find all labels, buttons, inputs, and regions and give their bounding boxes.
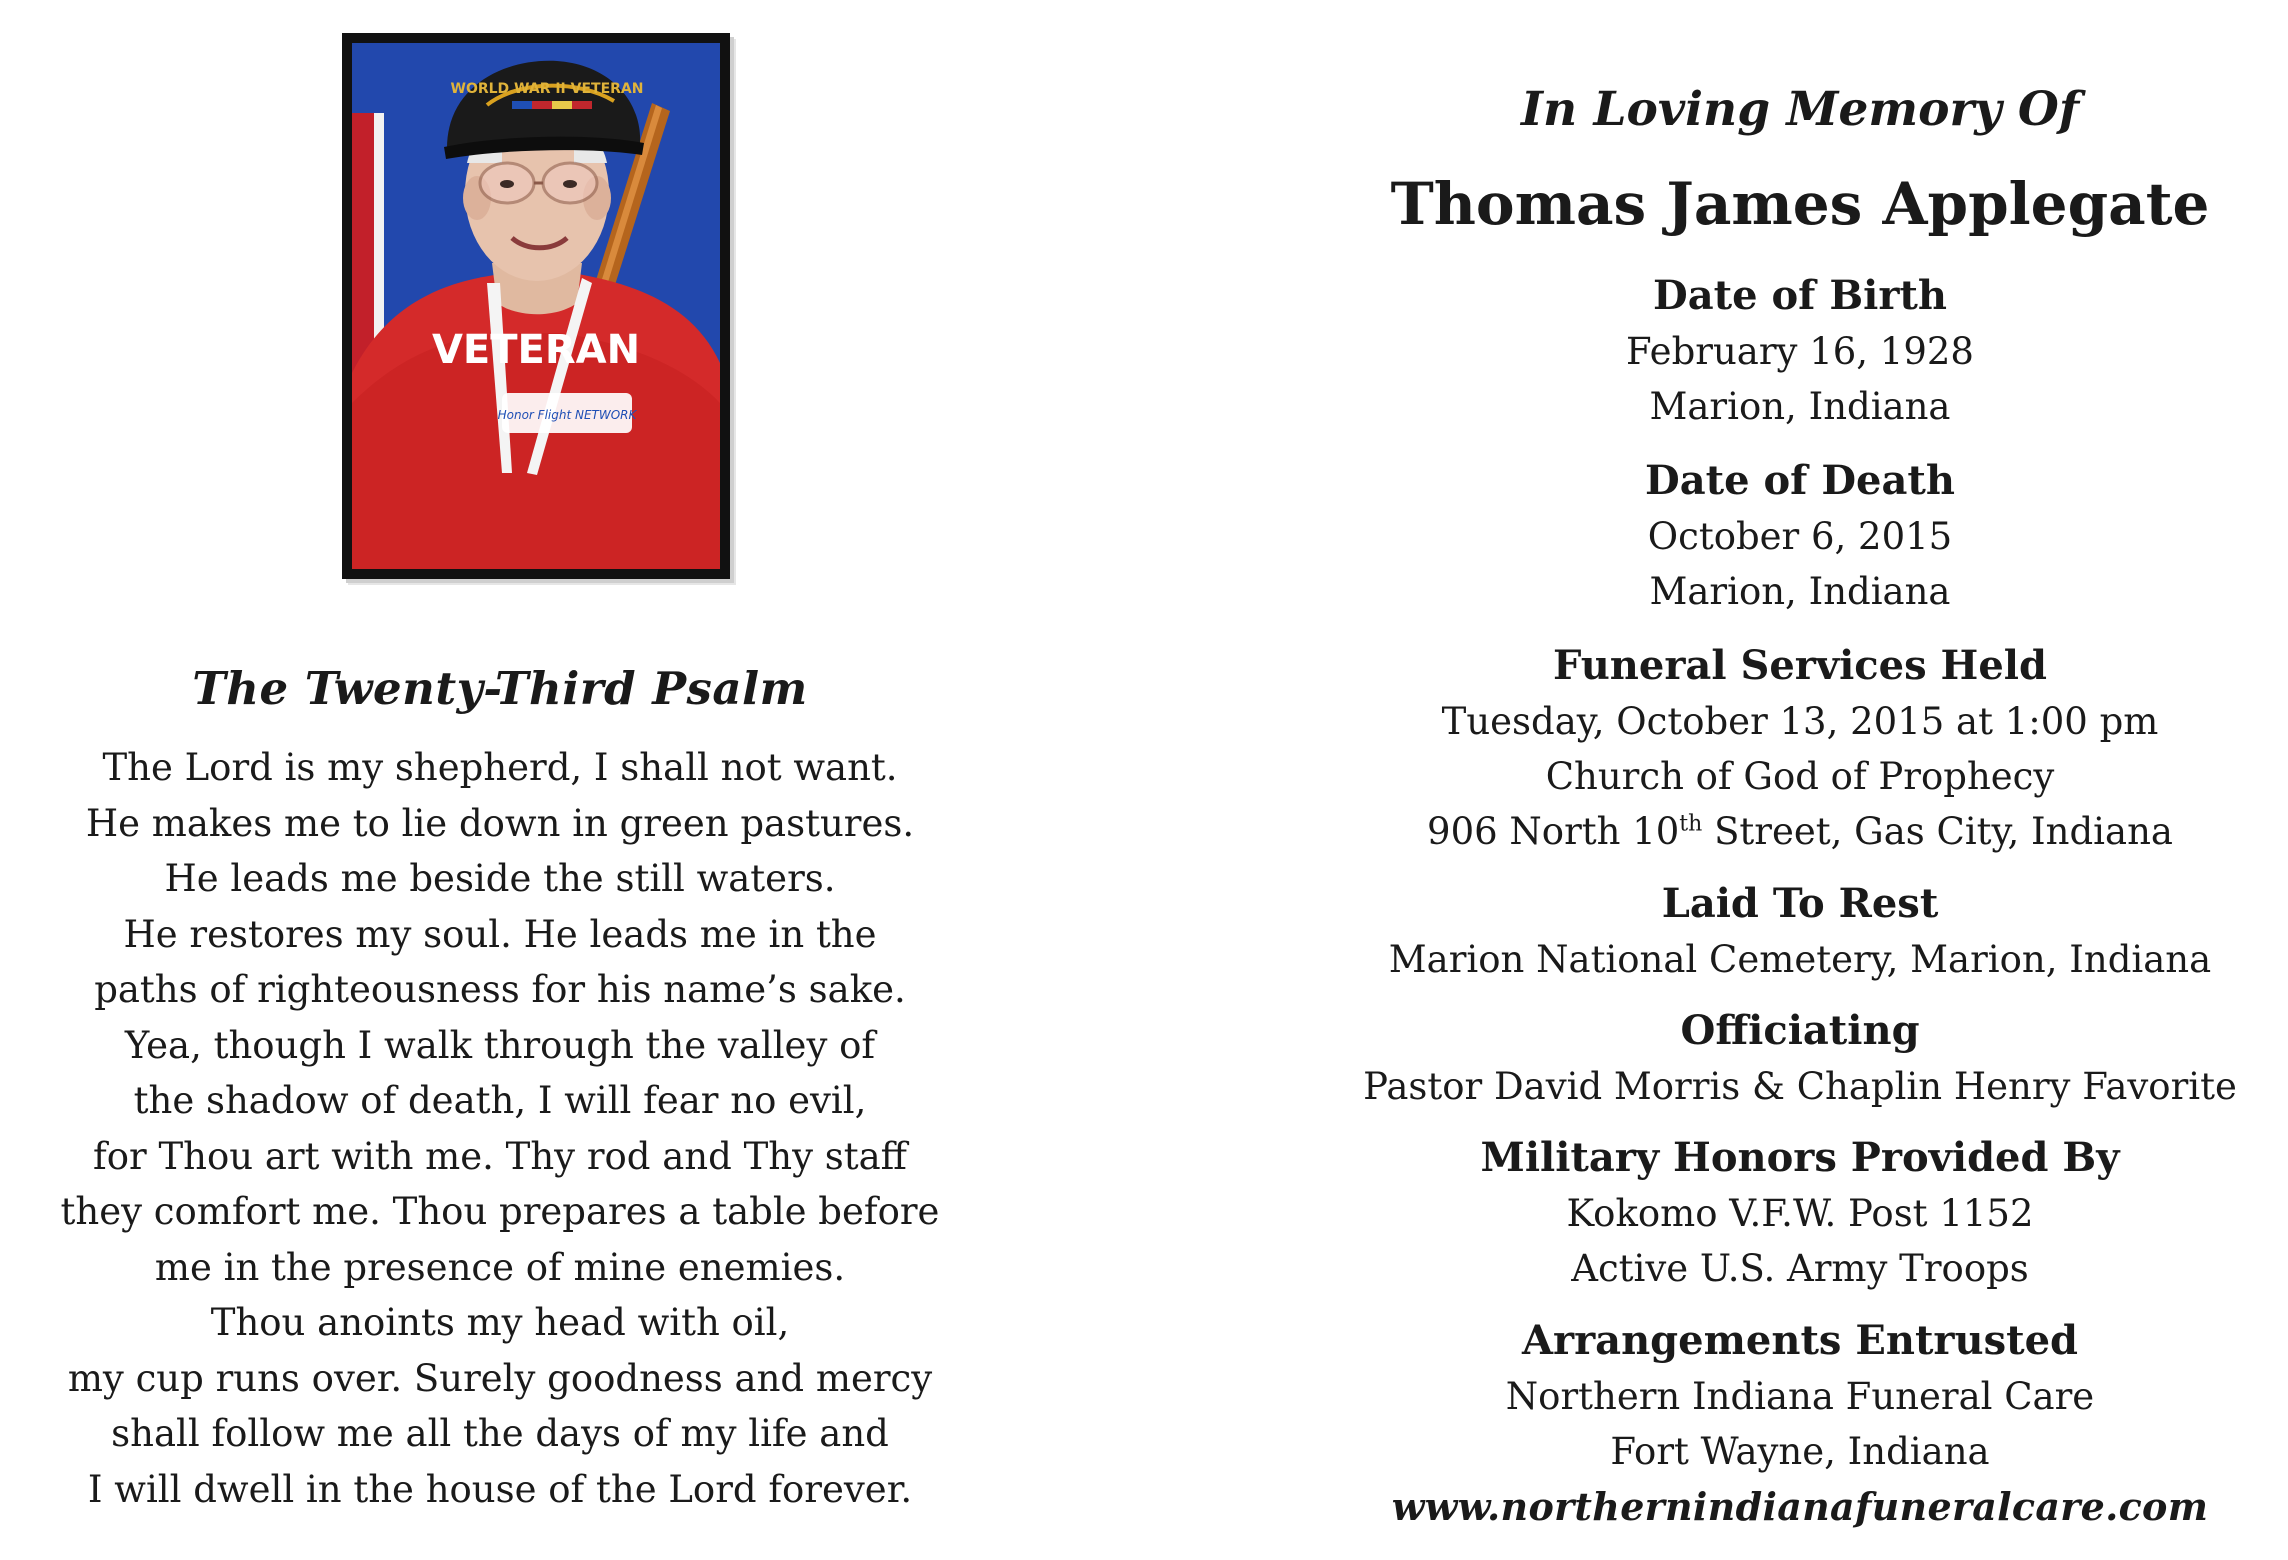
- funeral-address: [1300, 804, 2288, 859]
- left-panel: [0, 0, 1000, 1560]
- officiating-heading: Officiating: [1680, 1007, 1920, 1054]
- address-number: 906 North 10: [1427, 810, 1680, 853]
- psalm-title: The Twenty-Third Psalm: [192, 662, 808, 715]
- death-heading: Date of Death: [1645, 457, 1955, 504]
- arrangements-heading: Arrangements Entrusted: [1522, 1317, 2078, 1364]
- rest-section: [1300, 876, 2288, 987]
- psalm-text: [0, 740, 1000, 1517]
- rest-place: Marion National Cemetery, Marion, Indiana: [1388, 938, 2212, 981]
- shirt-text: VETERAN: [431, 327, 641, 373]
- psalm-line: my cup runs over. Surely goodness and mercy: [67, 1356, 933, 1400]
- funeral-when: Tuesday, October 13, 2015 at 1:00 pm: [1441, 700, 2159, 743]
- psalm-line: for Thou art with me. Thy rod and Thy staff: [93, 1134, 907, 1178]
- psalm-line: Yea, though I walk through the valley of: [124, 1023, 876, 1067]
- officiating-names: Pastor David Morris & Chaplin Henry Favorite: [1363, 1065, 2237, 1108]
- birth-heading: Date of Birth: [1653, 272, 1947, 319]
- birth-place: Marion, Indiana: [1649, 385, 1951, 428]
- cap-text: WORLD WAR II VETERAN: [450, 81, 644, 97]
- military-heading: Military Honors Provided By: [1480, 1134, 2120, 1181]
- right-panel: [1300, 0, 2288, 1560]
- birth-section: [1300, 268, 2288, 434]
- psalm-line: they comfort me. Thou prepares a table before: [60, 1190, 940, 1233]
- psalm-line: The Lord is my shepherd, I shall not want.: [102, 746, 898, 789]
- psalm-line: shall follow me all the days of my life and: [111, 1412, 889, 1455]
- funeral-heading: Funeral Services Held: [1553, 642, 2047, 689]
- officiating-section: [1300, 1003, 2288, 1114]
- funeral-home-website[interactable]: www.northernindianafuneralcare.com: [1391, 1484, 2209, 1529]
- rest-heading: Laid To Rest: [1661, 880, 1939, 927]
- psalm-line: He makes me to lie down in green pastures.: [85, 801, 915, 845]
- psalm-line: me in the presence of mine enemies.: [154, 1245, 846, 1289]
- psalm-line: Thou anoints my head with oil,: [210, 1301, 790, 1344]
- psalm-line: paths of righteousness for his name’s sake.: [94, 968, 906, 1011]
- portrait-image: [352, 43, 720, 569]
- arrangements-line-2: Fort Wayne, Indiana: [1610, 1430, 1990, 1473]
- address-ordinal: th: [1679, 811, 1703, 837]
- death-place: Marion, Indiana: [1649, 570, 1951, 613]
- military-section: [1300, 1130, 2288, 1296]
- military-line-1: Kokomo V.F.W. Post 1152: [1566, 1192, 2034, 1235]
- psalm-line: He restores my soul. He leads me in the: [123, 912, 877, 956]
- deceased-name: Thomas James Applegate: [1390, 170, 2210, 238]
- birth-date: February 16, 1928: [1626, 330, 1974, 373]
- badge-text: Honor Flight NETWORK: [497, 408, 637, 422]
- psalm-line: He leads me beside the still waters.: [164, 857, 836, 900]
- death-section: [1300, 453, 2288, 619]
- veteran-portrait-illustration: [352, 43, 720, 569]
- arrangements-line-1: Northern Indiana Funeral Care: [1505, 1375, 2095, 1418]
- psalm-line: I will dwell in the house of the Lord forever.: [87, 1467, 913, 1511]
- military-line-2: Active U.S. Army Troops: [1571, 1247, 2029, 1290]
- funeral-church: Church of God of Prophecy: [1545, 755, 2055, 798]
- psalm-line: the shadow of death, I will fear no evil,: [133, 1079, 867, 1122]
- arrangements-section: [1300, 1313, 2288, 1534]
- memory-heading: In Loving Memory Of: [1520, 82, 2080, 137]
- funeral-section: [1300, 638, 2288, 859]
- address-rest: Street, Gas City, Indiana: [1702, 810, 2173, 853]
- portrait-photo: [342, 33, 730, 579]
- death-date: October 6, 2015: [1647, 515, 1953, 558]
